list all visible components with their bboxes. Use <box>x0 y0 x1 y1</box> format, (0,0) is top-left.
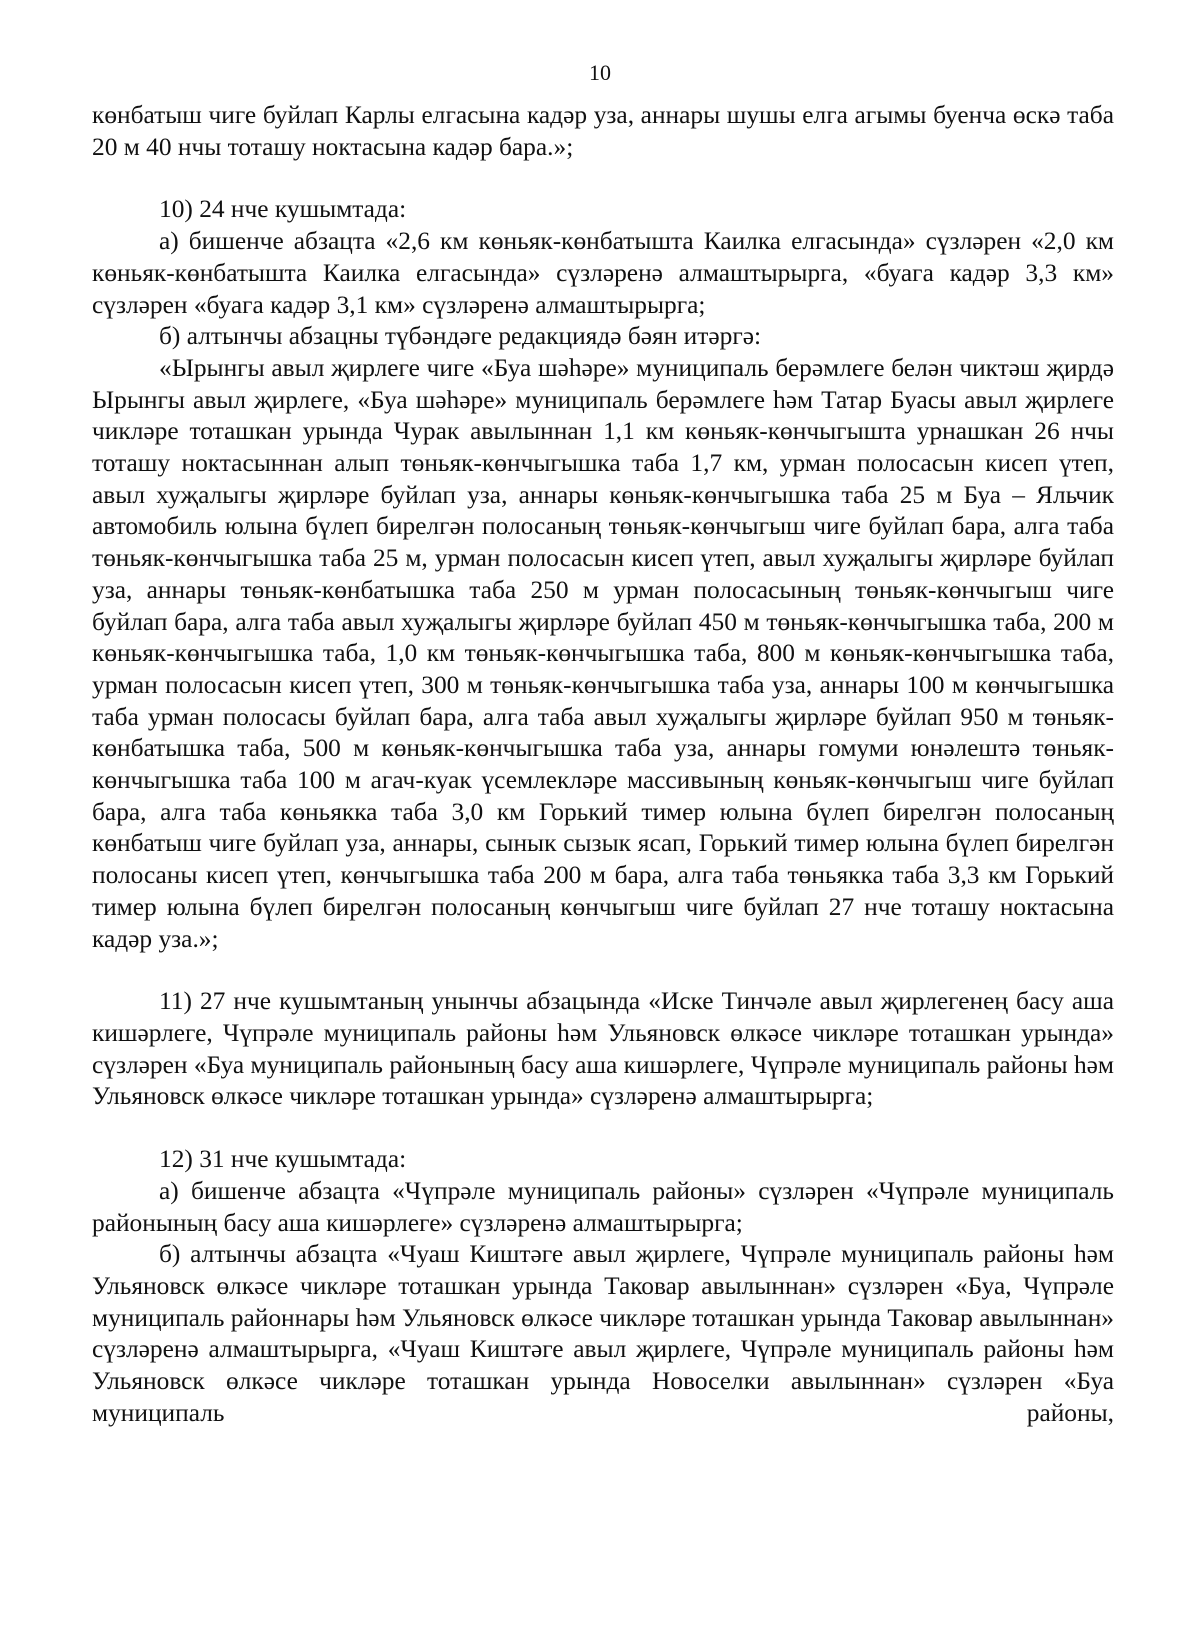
document-body <box>92 100 1114 1429</box>
item-12-b: б) алтынчы абзацта «Чуаш Киштәге авыл җирлеге, Чүпрәле муниципаль районы һәм Ульяновск өлкәсе чикләре тоташкан урында Таковар авылыннан» сүзләрен «Буа, Чүпрәле муниципаль районнары һәм Ульяновск өлкәсе чикләре тоташкан урында Таковар авылыннан» сүзләренә алмаштырырга, «Чуаш Киштәге авыл җирлеге, Чүпрәле муниципаль районы һәм Ульяновск өлкәсе чикләре тоташкан урында Новоселки авылыннан» сүзләрен «Буа муниципаль районы, <box>92 1240 1114 1427</box>
page-number: 10 <box>589 60 611 85</box>
paragraph-continuation: көнбатыш чиге буйлап Карлы елгасына кадәр уза, аннары шушы елга агымы буенча өскә таба 20 м 40 нчы тоташу ноктасына кадәр бара.»; <box>92 101 1114 161</box>
item-10-heading: 10) 24 нче кушымтада: <box>159 195 407 224</box>
item-11: 11) 27 нче кушымтаның унынчы абзацында «Иске Тинчәле авыл җирлегенең басу аша кишәрлеге, Чүпрәле муниципаль районы һәм Ульяновск өлкәсе чикләре тоташкан урында» сүзләрен «Буа муниципаль районының басу аша кишәрлеге, Чүпрәле муниципаль районы һәм Ульяновск өлкәсе чикләре тоташкан урында» сүзләренә алмаштырырга; <box>92 987 1114 1111</box>
item-10-a: а) бишенче абзацта «2,6 км көньяк-көнбатышта Каилка елгасында» сүзләрен «2,0 км көньяк-көнбатышта Каилка елгасында» сүзләренә алмаштырырга, «буага кадәр 3,3 км» сүзләрен «буага кадәр 3,1 км» сүзләренә алмаштырырга; <box>92 227 1114 319</box>
item-12-a: а) бишенче абзацта «Чүпрәле муниципаль районы» сүзләрен «Чүпрәле муниципаль районының басу аша кишәрлеге» сүзләренә алмаштырырга; <box>92 1176 1114 1237</box>
item-12-heading: 12) 31 нче кушымтада: <box>159 1145 407 1174</box>
item-10-b-quote: «Ырынгы авыл җирлеге чиге «Буа шәһәре» муниципаль берәмлеге белән чиктәш җирдә Ырынгы авыл җирлеге, «Буа шәһәре» муниципаль берәмлеге һәм Татар Буасы авыл җирлеге чикләре тоташкан урында Чурак авылыннан 1,1 км көньяк-көнчыгышта урнашкан 26 нчы тоташу ноктасыннан алып төньяк-көнчыгышка таба 1,7 км, урман полосасын кисеп үтеп, авыл хуҗалыгы җирләре буйлап уза, аннары көньяк-көнчыгышка таба 25 м Буа – Яльчик автомобиль юлына бүлеп бирелгән полосаның төньяк-көнчыгыш чиге буйлап бара, алга таба төньяк-көнчыгышка таба 25 м, урман полосасын кисеп үтеп, авыл хуҗалыгы җирләре буйлап уза, аннары төньяк-көнбатышка таба 250 м урман полосасының төньяк-көнчыгыш чиге буйлап бара, алга таба авыл хуҗалыгы җирләре буйлап 450 м төньяк-көнчыгышка таба, 200 м көньяк-көнчыгышка таба, 1,0 км төньяк-көнчыгышка таба, 800 м көньяк-көнчыгышка таба, урман полосасын кисеп үтеп, 300 м төньяк-көнчыгышка таба уза, аннары 100 м көнчыгышка таба урман полосасы буйлап бара, алга таба авыл хуҗалыгы җирләре буйлап 950 м төньяк-көнбатышка таба, 500 м көньяк-көнчыгышка таба уза, аннары гомуми юнәлештә төньяк-көнчыгышка таба 100 м агач-куак үсемлекләре массивының көньяк-көнчыгыш чиге буйлап бара, алга таба көньякка таба 3,0 км Горький тимер юлына бүлеп бирелгән полосаның көнбатыш чиге буйлап уза, аннары, сынык сызык ясап, Горький тимер юлына бүлеп бирелгән полосаны кисеп үтеп, көнчыгышка таба 200 м бара, алга таба төньякка таба 3,3 км Горький тимер юлына бүлеп бирелгән полосаның көнчыгыш чиге буйлап 27 нче тоташу ноктасына кадәр уза.»; <box>92 353 1114 953</box>
item-10-b: б) алтынчы абзацны түбәндәге редакциядә бәян итәргә: <box>159 322 762 351</box>
